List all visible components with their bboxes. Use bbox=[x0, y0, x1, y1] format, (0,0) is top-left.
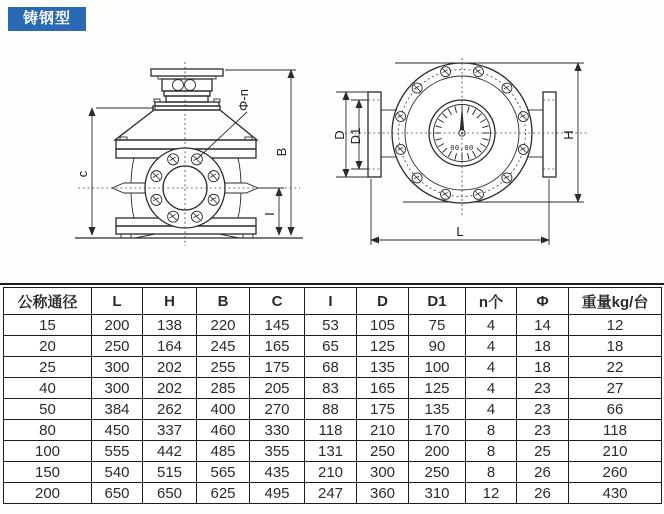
column-header: H bbox=[143, 288, 197, 315]
table-cell: 255 bbox=[197, 357, 250, 378]
dim-label-phi-n: Φ-n bbox=[236, 89, 251, 111]
table-cell: 250 bbox=[409, 462, 466, 483]
table-cell: 145 bbox=[250, 315, 305, 336]
side-view-drawing bbox=[332, 58, 588, 245]
table-cell: 450 bbox=[92, 420, 143, 441]
table-header-row bbox=[4, 288, 662, 315]
table-cell: 65 bbox=[305, 336, 357, 357]
table-cell: 150 bbox=[4, 462, 92, 483]
table-cell: 40 bbox=[4, 378, 92, 399]
table-cell: 4 bbox=[466, 336, 517, 357]
table-cell: 165 bbox=[357, 378, 409, 399]
table-cell: 26 bbox=[517, 462, 569, 483]
table-cell: 262 bbox=[143, 399, 197, 420]
table-cell: 202 bbox=[143, 357, 197, 378]
table-cell: 4 bbox=[466, 315, 517, 336]
table-cell: 138 bbox=[143, 315, 197, 336]
table-cell: 12 bbox=[466, 483, 517, 504]
table-cell: 68 bbox=[305, 357, 357, 378]
front-flange bbox=[145, 148, 225, 228]
column-header: I bbox=[305, 288, 357, 315]
table-cell: 485 bbox=[197, 441, 250, 462]
dim-label-l: L bbox=[456, 224, 464, 239]
counter-digits: 00,00 bbox=[450, 144, 474, 152]
table-cell: 23 bbox=[517, 399, 569, 420]
dim-label-i: I bbox=[262, 212, 277, 216]
table-cell: 100 bbox=[409, 357, 466, 378]
table-cell: 250 bbox=[92, 336, 143, 357]
table-cell: 12 bbox=[569, 315, 662, 336]
table-cell: 515 bbox=[143, 462, 197, 483]
column-header: C bbox=[250, 288, 305, 315]
table-cell: 247 bbox=[305, 483, 357, 504]
table-cell: 118 bbox=[305, 420, 357, 441]
table-cell: 442 bbox=[143, 441, 197, 462]
table-cell: 25 bbox=[4, 357, 92, 378]
table-cell: 430 bbox=[569, 483, 662, 504]
table-cell: 200 bbox=[4, 483, 92, 504]
table-cell: 170 bbox=[409, 420, 466, 441]
table-cell: 202 bbox=[143, 378, 197, 399]
table-cell: 22 bbox=[569, 357, 662, 378]
dim-label-c: c bbox=[75, 170, 90, 178]
table-cell: 337 bbox=[143, 420, 197, 441]
table-cell: 330 bbox=[250, 420, 305, 441]
table-cell: 8 bbox=[466, 420, 517, 441]
table-cell: 270 bbox=[250, 399, 305, 420]
table-cell: 210 bbox=[305, 462, 357, 483]
table-cell: 210 bbox=[569, 441, 662, 462]
table-cell: 300 bbox=[92, 378, 143, 399]
column-header: D1 bbox=[409, 288, 466, 315]
table-cell: 23 bbox=[517, 420, 569, 441]
table-cell: 300 bbox=[357, 462, 409, 483]
counter-window-icon bbox=[173, 80, 184, 91]
table-top-rule bbox=[0, 283, 664, 285]
table-cell: 100 bbox=[4, 441, 92, 462]
table-cell: 50 bbox=[4, 399, 92, 420]
table-cell: 53 bbox=[305, 315, 357, 336]
table-cell: 135 bbox=[409, 399, 466, 420]
table-row bbox=[4, 420, 662, 441]
table-cell: 125 bbox=[357, 336, 409, 357]
dim-label-b: B bbox=[274, 147, 289, 157]
table-cell: 90 bbox=[409, 336, 466, 357]
table-cell: 555 bbox=[92, 441, 143, 462]
table-cell: 175 bbox=[357, 399, 409, 420]
table-cell: 14 bbox=[517, 315, 569, 336]
table-cell: 135 bbox=[357, 357, 409, 378]
table-row bbox=[4, 462, 662, 483]
table-cell: 250 bbox=[357, 441, 409, 462]
table-cell: 27 bbox=[569, 378, 662, 399]
table-cell: 285 bbox=[197, 378, 250, 399]
front-view-drawing bbox=[75, 62, 303, 246]
table-cell: 105 bbox=[357, 315, 409, 336]
dim-label-d: D bbox=[332, 130, 347, 140]
table-cell: 400 bbox=[197, 399, 250, 420]
table-cell: 300 bbox=[92, 357, 143, 378]
table-cell: 460 bbox=[197, 420, 250, 441]
table-cell: 118 bbox=[569, 420, 662, 441]
table-cell: 165 bbox=[250, 336, 305, 357]
table-cell: 205 bbox=[250, 378, 305, 399]
table-cell: 435 bbox=[250, 462, 305, 483]
table-row bbox=[4, 336, 662, 357]
table-row bbox=[4, 441, 662, 462]
table-cell: 15 bbox=[4, 315, 92, 336]
table-cell: 360 bbox=[357, 483, 409, 504]
dimension-spec-table bbox=[3, 287, 662, 504]
table-cell: 565 bbox=[197, 462, 250, 483]
column-header: n个 bbox=[466, 288, 517, 315]
table-cell: 384 bbox=[92, 399, 143, 420]
table-cell: 175 bbox=[250, 357, 305, 378]
table-cell: 8 bbox=[466, 441, 517, 462]
table-cell: 18 bbox=[517, 357, 569, 378]
table-cell: 18 bbox=[517, 336, 569, 357]
counter-window-icon bbox=[185, 80, 196, 91]
table-row bbox=[4, 399, 662, 420]
table-cell: 310 bbox=[409, 483, 466, 504]
table-row bbox=[4, 315, 662, 336]
table-cell: 200 bbox=[409, 441, 466, 462]
outlet-flange bbox=[543, 92, 556, 177]
type-badge: 铸钢型 bbox=[8, 7, 86, 31]
table-cell: 8 bbox=[466, 462, 517, 483]
table-cell: 245 bbox=[197, 336, 250, 357]
table-row bbox=[4, 378, 662, 399]
dim-label-d1: D1 bbox=[348, 127, 363, 145]
inlet-flange bbox=[368, 92, 381, 177]
table-cell: 25 bbox=[517, 441, 569, 462]
table-cell: 540 bbox=[92, 462, 143, 483]
column-header: L bbox=[92, 288, 143, 315]
table-cell: 625 bbox=[197, 483, 250, 504]
table-cell: 18 bbox=[569, 336, 662, 357]
table-cell: 4 bbox=[466, 357, 517, 378]
table-row bbox=[4, 483, 662, 504]
table-cell: 650 bbox=[92, 483, 143, 504]
table-cell: 80 bbox=[4, 420, 92, 441]
table-cell: 75 bbox=[409, 315, 466, 336]
dim-label-h: H bbox=[561, 130, 576, 140]
table-cell: 650 bbox=[143, 483, 197, 504]
column-header: D bbox=[357, 288, 409, 315]
table-cell: 355 bbox=[250, 441, 305, 462]
table-cell: 23 bbox=[517, 378, 569, 399]
column-header: Φ bbox=[517, 288, 569, 315]
table-cell: 200 bbox=[92, 315, 143, 336]
table-row bbox=[4, 357, 662, 378]
bolt-leader-line bbox=[197, 112, 247, 159]
table-cell: 26 bbox=[517, 483, 569, 504]
column-header: 公称通径 bbox=[4, 288, 92, 315]
table-cell: 4 bbox=[466, 399, 517, 420]
table-cell: 83 bbox=[305, 378, 357, 399]
table-cell: 88 bbox=[305, 399, 357, 420]
table-cell: 4 bbox=[466, 378, 517, 399]
table-cell: 260 bbox=[569, 462, 662, 483]
table-cell: 220 bbox=[197, 315, 250, 336]
table-cell: 66 bbox=[569, 399, 662, 420]
table-cell: 131 bbox=[305, 441, 357, 462]
column-header: B bbox=[197, 288, 250, 315]
table-cell: 210 bbox=[357, 420, 409, 441]
table-cell: 164 bbox=[143, 336, 197, 357]
table-cell: 495 bbox=[250, 483, 305, 504]
column-header: 重量kg/台 bbox=[569, 288, 662, 315]
technical-drawing bbox=[0, 34, 664, 283]
table-cell: 125 bbox=[409, 378, 466, 399]
table-cell: 20 bbox=[4, 336, 92, 357]
